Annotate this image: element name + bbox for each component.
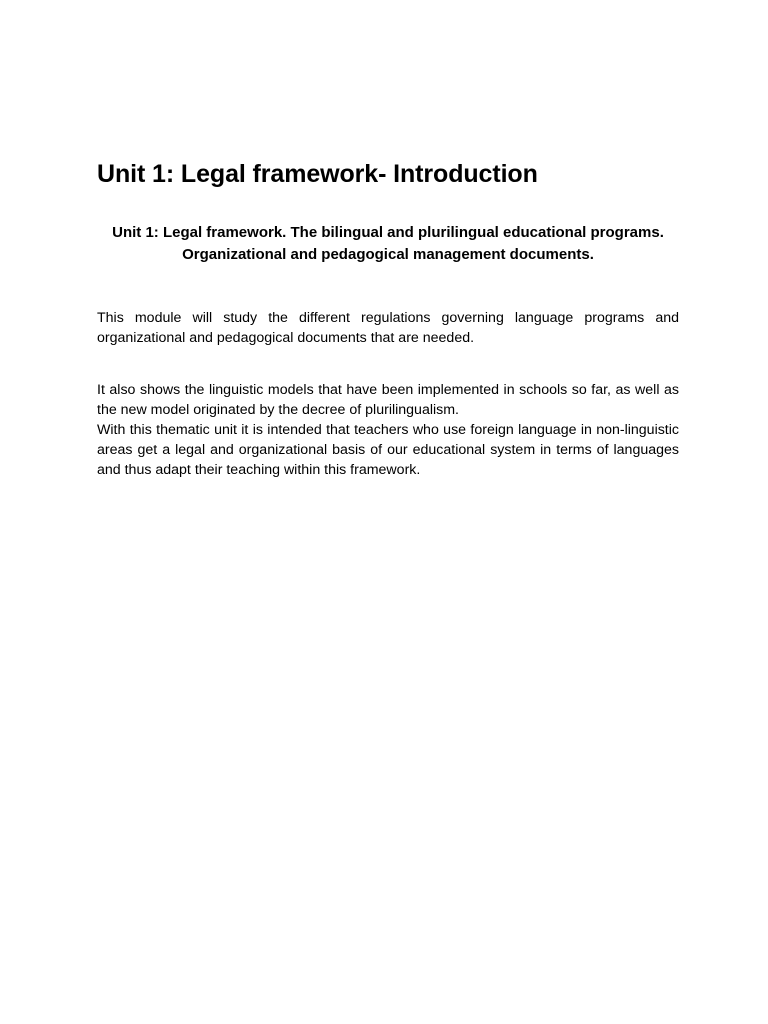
- subtitle-line-1: Unit 1: Legal framework. The bilingual and plurilingual educational programs.: [112, 224, 664, 241]
- thematic-unit-paragraph: With this thematic unit it is intended that teachers who use foreign language in non-linguistic areas get a legal and organizational basis of our educational system in terms of languages and thus adapt their teaching within this framework.: [97, 422, 679, 478]
- document-subtitle: [97, 222, 679, 266]
- document-title: Unit 1: Legal framework- Introduction: [97, 160, 538, 188]
- subtitle-line-2: Organizational and pedagogical management documents.: [182, 246, 594, 263]
- document-page: [97, 156, 679, 480]
- intro-paragraph: This module will study the different regulations governing language programs and organizational and pedagogical documents that are needed.: [97, 310, 679, 346]
- linguistic-models-paragraph: It also shows the linguistic models that have been implemented in schools so far, as well as the new model originated by the decree of plurilingualism.: [97, 382, 679, 418]
